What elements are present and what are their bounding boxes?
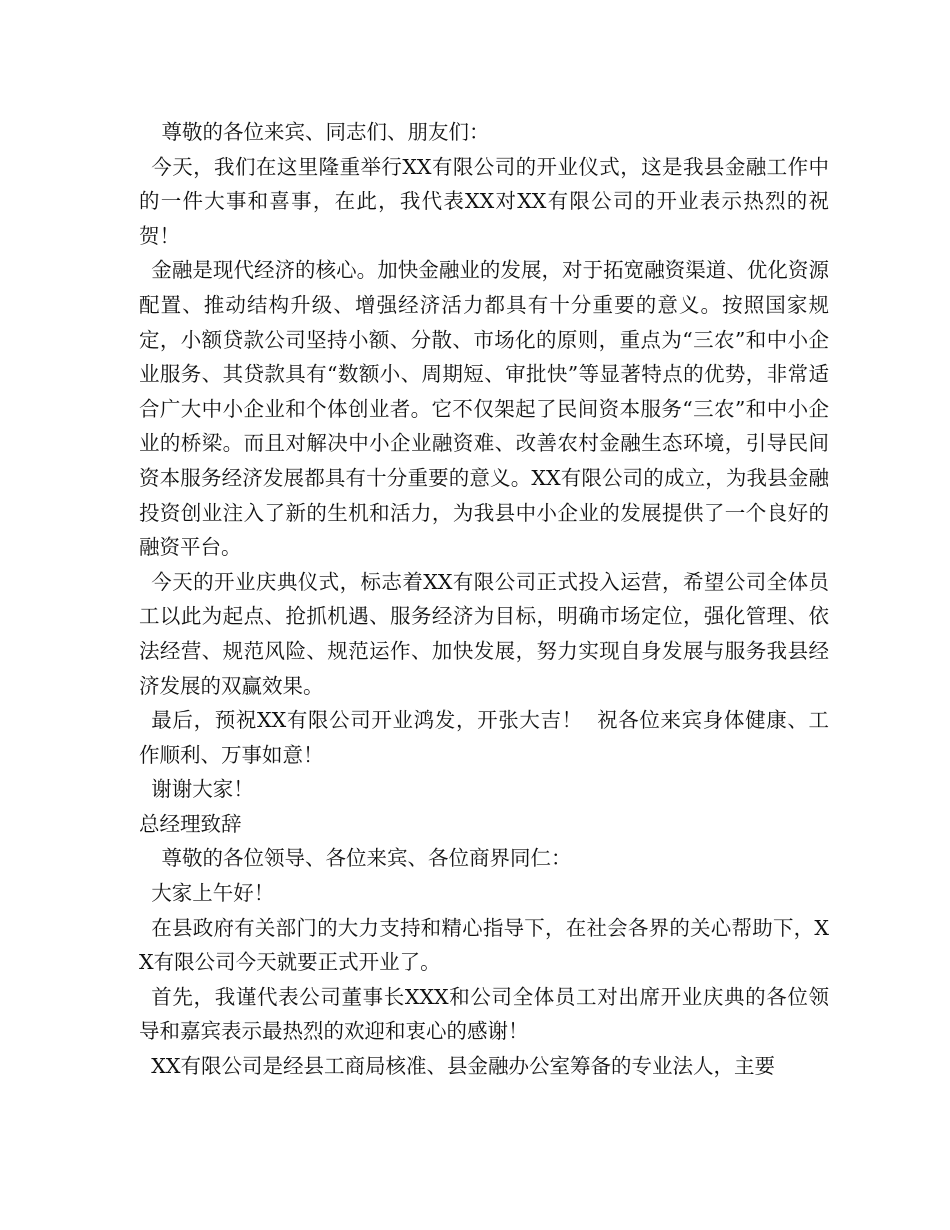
paragraph: 今天的开业庆典仪式，标志着XX有限公司正式投入运营，希望公司全体员工以此为起点、抢抓机遇、服务经济为目标，明确市场定位，强化管理、依法经营、规范风险、规范运作、加快发展，努力实现自身发展与服务我县经济发展的双赢效果。 [139, 569, 829, 698]
paragraph: 首先，我谨代表公司董事长XXX和公司全体员工对出席开业庆典的各位领导和嘉宾表示最热烈的欢迎和衷心的感谢！ [139, 984, 829, 1044]
paragraph: 尊敬的各位领导、各位来宾、各位商界同仁： [161, 846, 572, 871]
section-heading: 总经理致辞 [139, 811, 242, 836]
paragraph: 大家上午好！ [151, 881, 275, 906]
paragraph: 最后，预祝XX有限公司开业鸿发，开张大吉！ 祝各位来宾身体健康、工作顺利、万事如意！ [139, 708, 829, 767]
paragraph: 尊敬的各位来宾、同志们、朋友们： [161, 120, 490, 144]
paragraph: 在县政府有关部门的大力支持和精心指导下，在社会各界的关心帮助下，XX有限公司今天就要正式开业了。 [139, 915, 829, 975]
paragraph: 今天，我们在这里隆重举行XX有限公司的开业仪式，这是我县金融工作中的一件大事和喜事，在此，我代表XX对XX有限公司的开业表示热烈的祝贺！ [139, 154, 829, 248]
paragraph: 谢谢大家！ [151, 777, 254, 802]
paragraph: 金融是现代经济的核心。加快金融业的发展，对于拓宽融资渠道、优化资源配置、推动结构升级、增强经济活力都具有十分重要的意义。按照国家规定，小额贷款公司坚持小额、分散、市场化的原则，重点为“三农”和中小企业服务、其贷款具有“数额小、周期短、审批快”等显著特点的优势，非常适合广大中小企业和个体创业者。它不仅架起了民间资本服务“三农”和中小企业的桥梁。而且对解决中小企业融资难、改善农村金融生态环境，引导民间资本服务经济发展都具有十分重要的意义。XX有限公司的成立，为我县金融投资创业注入了新的生机和活力，为我县中小企业的发展提供了一个良好的融资平台。 [139, 258, 829, 560]
document-body [139, 115, 829, 1084]
paragraph: XX有限公司是经县工商局核准、县金融办公室筹备的专业法人，主要 [151, 1054, 775, 1079]
